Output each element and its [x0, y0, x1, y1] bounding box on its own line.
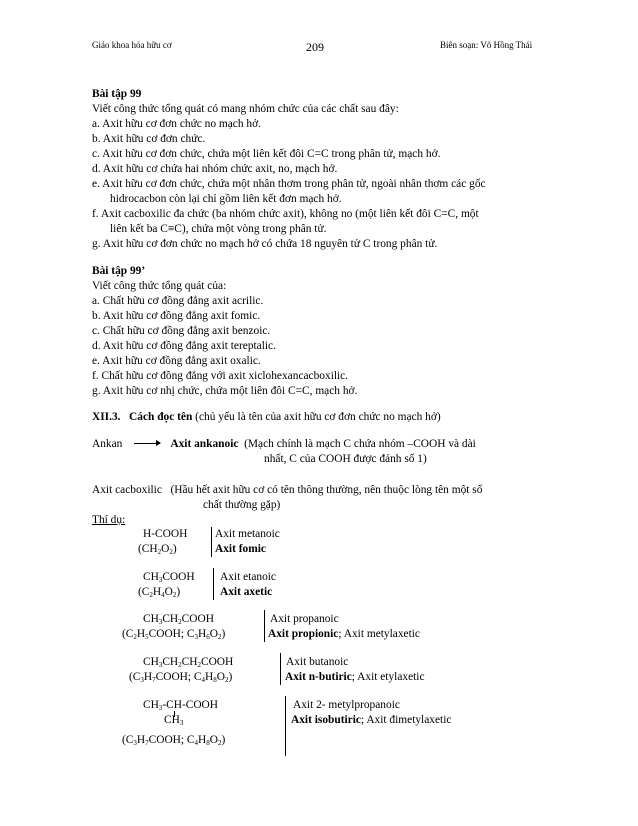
divider — [280, 653, 281, 685]
rule-cacboxilic-left: Axit cacboxilic — [92, 484, 162, 496]
exercise-99-item-f: f. Axit cacboxilic đa chức (ba nhóm chức axit), không no (một liên kết đôi C=C, một — [92, 208, 479, 220]
example-1-name-common: Axit fomic — [215, 543, 266, 555]
section-title: Cách đọc tên — [129, 411, 193, 423]
exercise-99-item-e-cont: hidrocacbon còn lại chỉ gồm liên kết đơn mạch hở. — [110, 193, 342, 205]
exercise-99-item-c: c. Axit hữu cơ đơn chức, chứa một liên kết đôi C=C trong phân tử, mạch hở. — [92, 148, 441, 160]
example-5-formula: $CH_3-CH$-COOH — [143, 699, 219, 712]
example-2-formula: $CH_3COOH$ — [143, 571, 195, 584]
exercise-99b-intro: Viết công thức tổng quát của: — [92, 280, 227, 292]
arrow-icon — [134, 443, 160, 444]
exercise-99-item-f-cont: liên kết ba C≡C), chứa một vòng trong phân tử. — [110, 223, 327, 235]
exercise-99-item-d: d. Axit hữu cơ chứa hai nhóm chức axit, no, mạch hở. — [92, 163, 338, 175]
example-4-name-common: Axit n-butiric; Axit etylaxetic — [285, 671, 425, 683]
exercise-99-item-b: b. Axit hữu cơ đơn chức. — [92, 133, 206, 145]
example-5-name-common: Axit isobutiric; Axit đimetylaxetic — [291, 714, 452, 726]
example-3-name-common: Axit propionic; Axit metylaxetic — [268, 628, 420, 640]
rule-cacboxilic-note-cont: chất thường gặp) — [203, 499, 281, 511]
example-1-molecular: $(CH_2O_2)$ — [138, 543, 177, 556]
exercise-99b-item-b: b. Axit hữu cơ đồng đẳng axit fomic. — [92, 310, 261, 322]
example-4-name-systematic: Axit butanoic — [286, 656, 349, 668]
example-4-formula: $CH_3CH_2CH_2COOH$ — [143, 656, 234, 669]
header-right: Biên soạn: Võ Hồng Thái — [440, 40, 533, 50]
exercise-99b-title: Bài tập 99’ — [92, 265, 146, 277]
page-number: 209 — [306, 40, 324, 54]
exercise-99b-item-a: a. Chất hữu cơ đồng đẳng axit acrilic. — [92, 295, 264, 307]
exercise-99b-item-e: e. Axit hữu cơ đồng đẳng axit oxalic. — [92, 355, 261, 367]
example-2-name-common: Axit axetic — [220, 586, 273, 598]
exercise-99-item-e: e. Axit hữu cơ đơn chức, chứa một nhân thơm trong phân tử, ngoài nhân thơm các gốc — [92, 178, 486, 190]
example-5-branch: $CH_3$ — [164, 714, 184, 727]
rule-cacboxilic — [92, 483, 482, 497]
example-3-molecular: ($C_2H_5COOH$; $C_3H_6O_2$) — [122, 628, 226, 641]
divider — [211, 527, 212, 557]
rule-ankan-note-cont: nhất, C của COOH được đánh số 1) — [264, 453, 427, 465]
section-number: XII.3. — [92, 411, 121, 423]
exercise-99b-item-f: f. Chất hữu cơ đồng đẳng với axit xiclohexancacboxilic. — [92, 370, 349, 382]
rule-ankan-note: (Mạch chính là mạch C chứa nhóm –COOH và dài — [244, 438, 476, 450]
exercise-99-item-g: g. Axit hữu cơ đơn chức no mạch hở có chứa 18 nguyên tử C trong phân tử. — [92, 238, 438, 250]
section-heading — [92, 410, 441, 424]
example-3-name-systematic: Axit propanoic — [270, 613, 339, 625]
divider — [213, 568, 214, 600]
example-2-name-systematic: Axit etanoic — [220, 571, 276, 583]
exercise-99-intro: Viết công thức tổng quát có mang nhóm chức của các chất sau đây: — [92, 103, 399, 115]
example-4-molecular: ($C_3H_7COOH$; $C_4H_8O_2$) — [129, 671, 233, 684]
exercise-99-title: Bài tập 99 — [92, 88, 142, 100]
example-3-formula: $CH_3CH_2COOH$ — [143, 613, 214, 626]
example-5-name-systematic: Axit 2- metylpropanoic — [293, 699, 400, 711]
divider — [264, 610, 265, 642]
example-1-formula: H-COOH — [143, 528, 188, 540]
section-note: (chủ yếu là tên của axit hữu cơ đơn chức no mạch hở) — [195, 411, 441, 423]
examples-label: Thí dụ: — [92, 514, 126, 526]
example-2-molecular: $(C_2H_4O_2)$ — [138, 586, 181, 599]
rule-cacboxilic-note: (Hầu hết axit hữu cơ có tên thông thường, nên thuộc lòng tên một số — [170, 484, 483, 496]
exercise-99b-item-d: d. Axit hữu cơ đồng đẳng axit tereptalic. — [92, 340, 276, 352]
example-5-molecular: ($C_3H_7COOH$; $C_4H_8O_2$) — [122, 734, 226, 747]
rule-ankan-target: Axit ankanoic — [170, 438, 239, 450]
exercise-99b-item-c: c. Chất hữu cơ đồng đẳng axit benzoic. — [92, 325, 271, 337]
exercise-99b-item-g: g. Axit hữu cơ nhị chức, chứa một liên đôi C=C, mạch hở. — [92, 385, 358, 397]
rule-ankan-left: Ankan — [92, 438, 123, 450]
exercise-99-item-a: a. Axit hữu cơ đơn chức no mạch hở. — [92, 118, 261, 130]
rule-ankan — [92, 437, 476, 451]
example-1-name-systematic: Axit metanoic — [215, 528, 280, 540]
header-left: Giáo khoa hóa hữu cơ — [92, 40, 172, 50]
divider — [285, 696, 286, 756]
